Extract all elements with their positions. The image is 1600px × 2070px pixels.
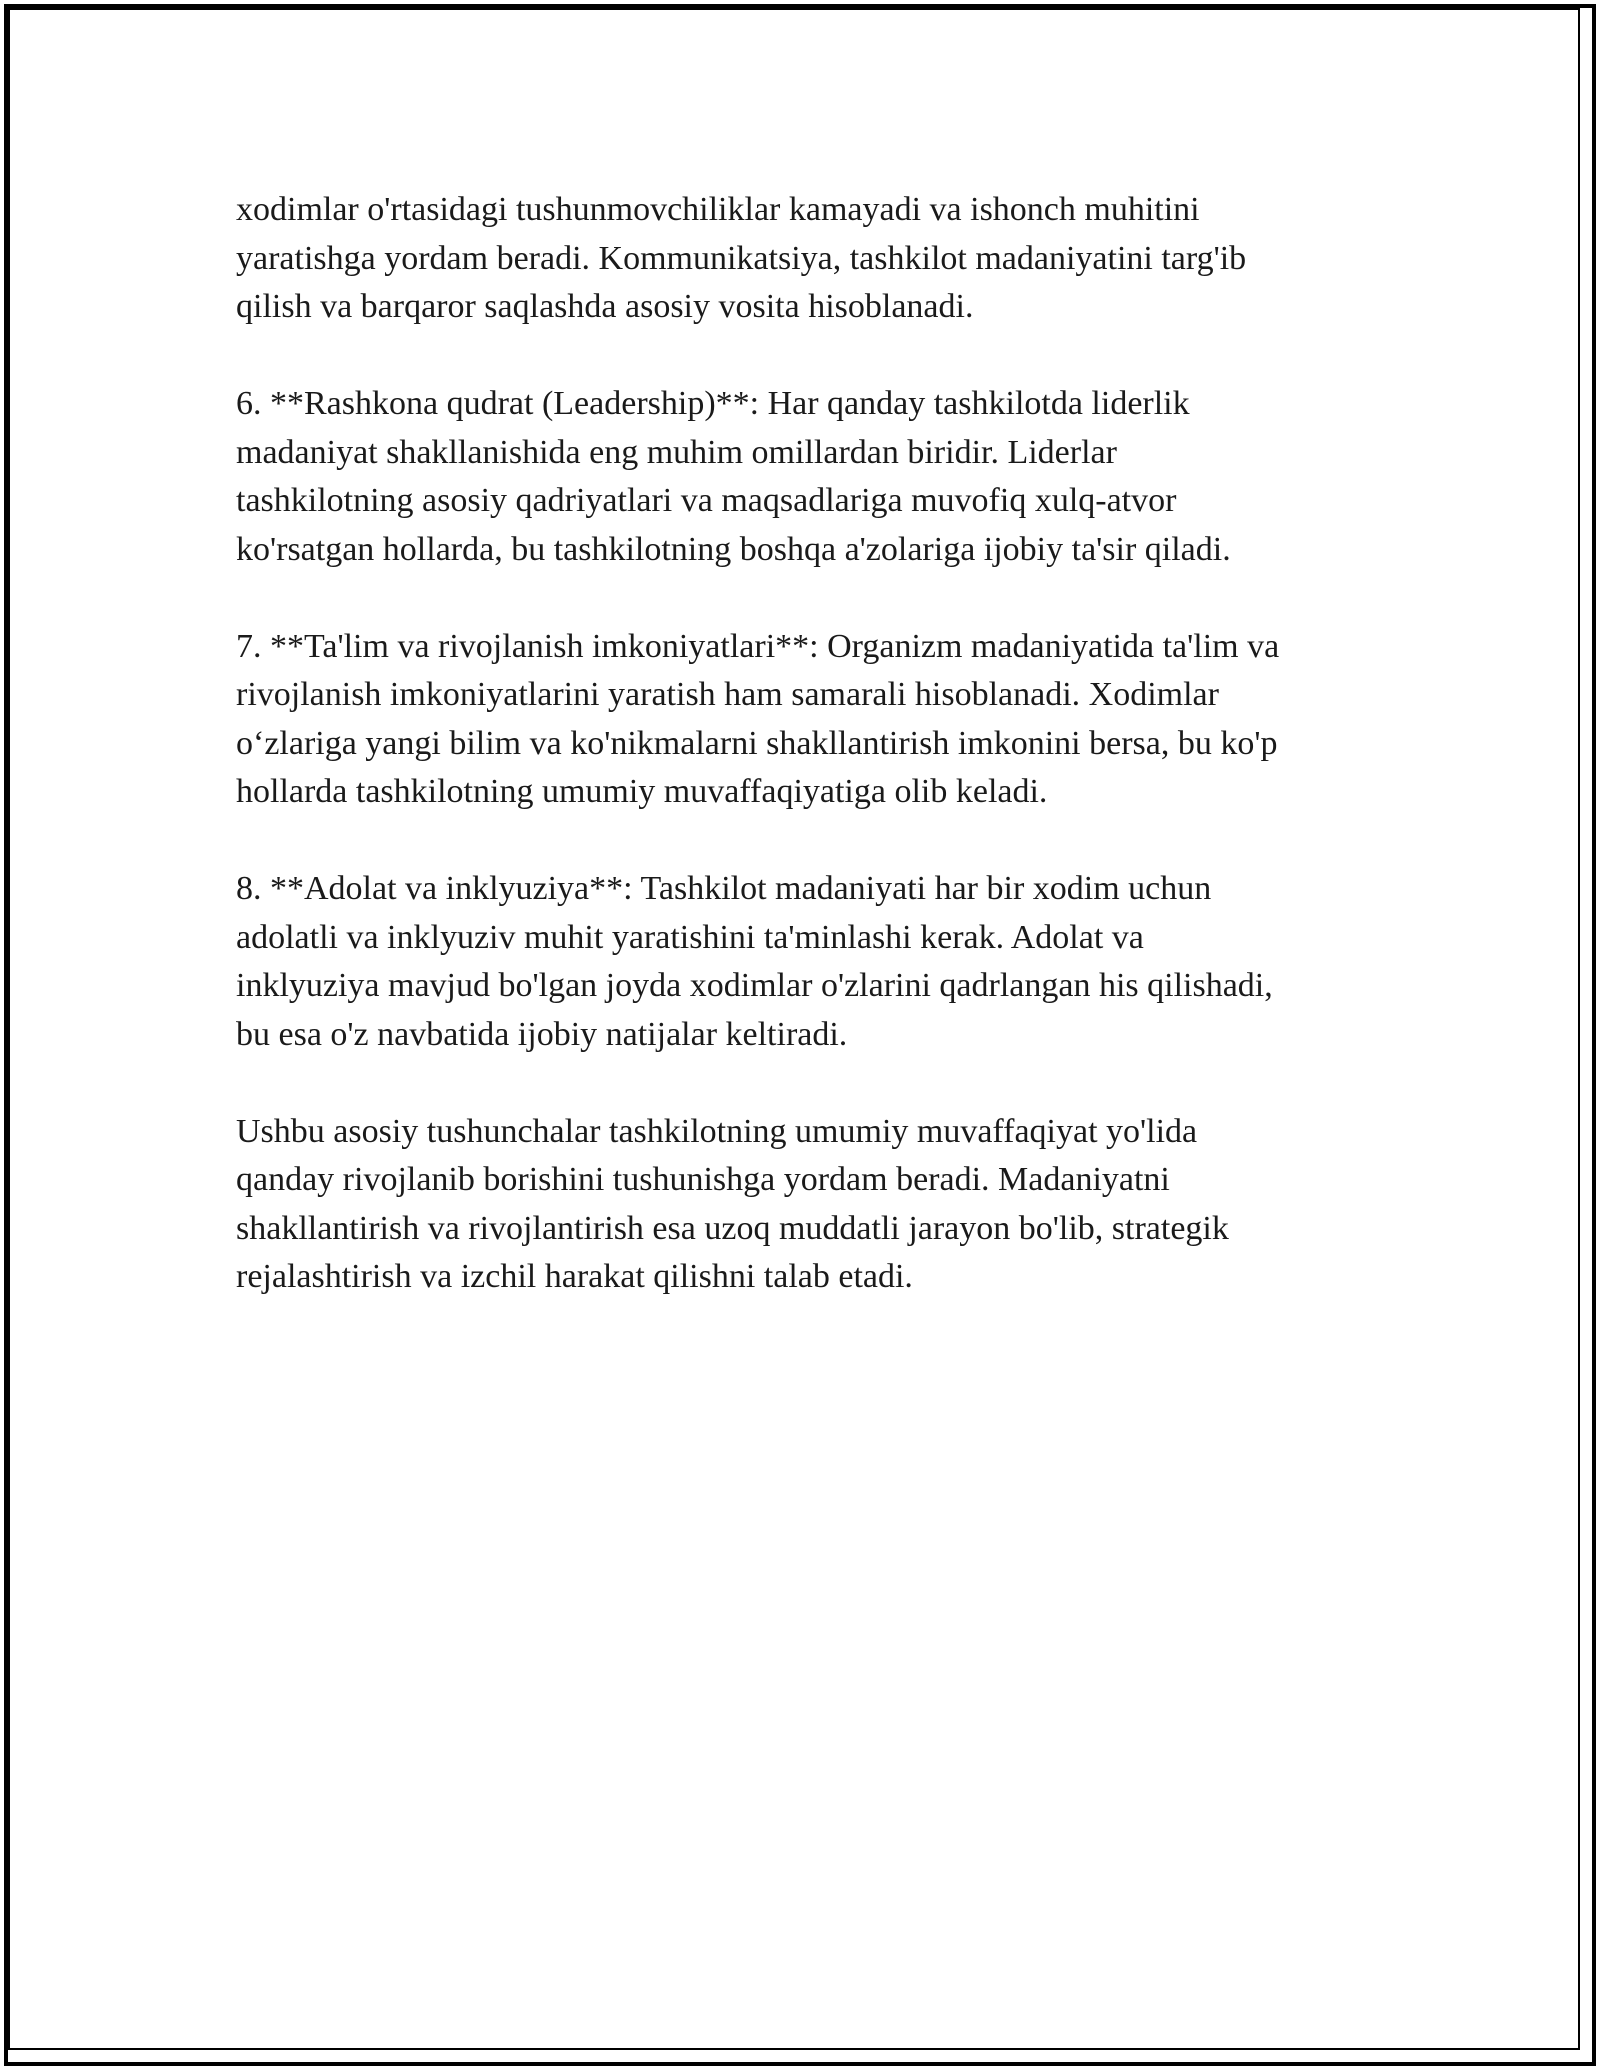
text-line: yaratishga yordam beradi. Kommunikatsiya, tashkilot madaniyatini targ'ib — [236, 239, 1247, 277]
text-line: qanday rivojlanib borishini tushunishga yordam beradi. Madaniyatni — [236, 1161, 1170, 1198]
text-line: rivojlanish imkoniyatlarini yaratish ham samarali hisoblanadi. Xodimlar — [236, 676, 1219, 713]
text-line: bu esa o'z navbatida ijobiy natijalar keltiradi. — [236, 1015, 848, 1053]
text-line: rejalashtirish va izchil harakat qilishni talab etadi. — [236, 1258, 913, 1295]
paragraph-item-7-learning — [236, 623, 1416, 817]
text-line: 7. **Ta'lim va rivojlanish imkoniyatlari**: Organizm madaniyatida ta'lim va — [236, 627, 1280, 665]
paragraph-item-6-leadership — [236, 380, 1416, 574]
text-line: shakllantirish va rivojlantirish esa uzoq muddatli jarayon bo'lib, strategik — [236, 1209, 1229, 1247]
text-line: ko'rsatgan hollarda, bu tashkilotning boshqa a'zolariga ijobiy ta'sir qiladi. — [236, 530, 1231, 568]
text-line: adolatli va inklyuziv muhit yaratishini ta'minlashi kerak. Adolat va — [236, 918, 1144, 956]
document-body — [236, 186, 1416, 1350]
text-line: inklyuziya mavjud bo'lgan joyda xodimlar o'zlarini qadrlangan his qilishadi, — [236, 967, 1273, 1004]
paragraph-item-8-inclusion — [236, 865, 1416, 1059]
text-line: madaniyat shakllanishida eng muhim omillardan biridir. Liderlar — [236, 433, 1117, 471]
paragraph-communication-end — [236, 186, 1416, 332]
text-line: o‘zlariga yangi bilim va ko'nikmalarni shakllantirish imkonini bersa, bu ko'p — [236, 724, 1278, 762]
text-line: hollarda tashkilotning umumiy muvaffaqiyatiga olib keladi. — [236, 773, 1048, 810]
text-line: qilish va barqaror saqlashda asosiy vosita hisoblanadi. — [236, 288, 974, 325]
text-line: 6. **Rashkona qudrat (Leadership)**: Har qanday tashkilotda liderlik — [236, 385, 1190, 422]
paragraph-conclusion — [236, 1108, 1416, 1302]
text-line: xodimlar o'rtasidagi tushunmovchiliklar kamayadi va ishonch muhitini — [236, 191, 1200, 228]
text-line: 8. **Adolat va inklyuziya**: Tashkilot madaniyati har bir xodim uchun — [236, 870, 1212, 907]
text-line: tashkilotning asosiy qadriyatlari va maqsadlariga muvofiq xulq-atvor — [236, 482, 1177, 519]
text-line: Ushbu asosiy tushunchalar tashkilotning umumiy muvaffaqiyat yo'lida — [236, 1112, 1198, 1150]
